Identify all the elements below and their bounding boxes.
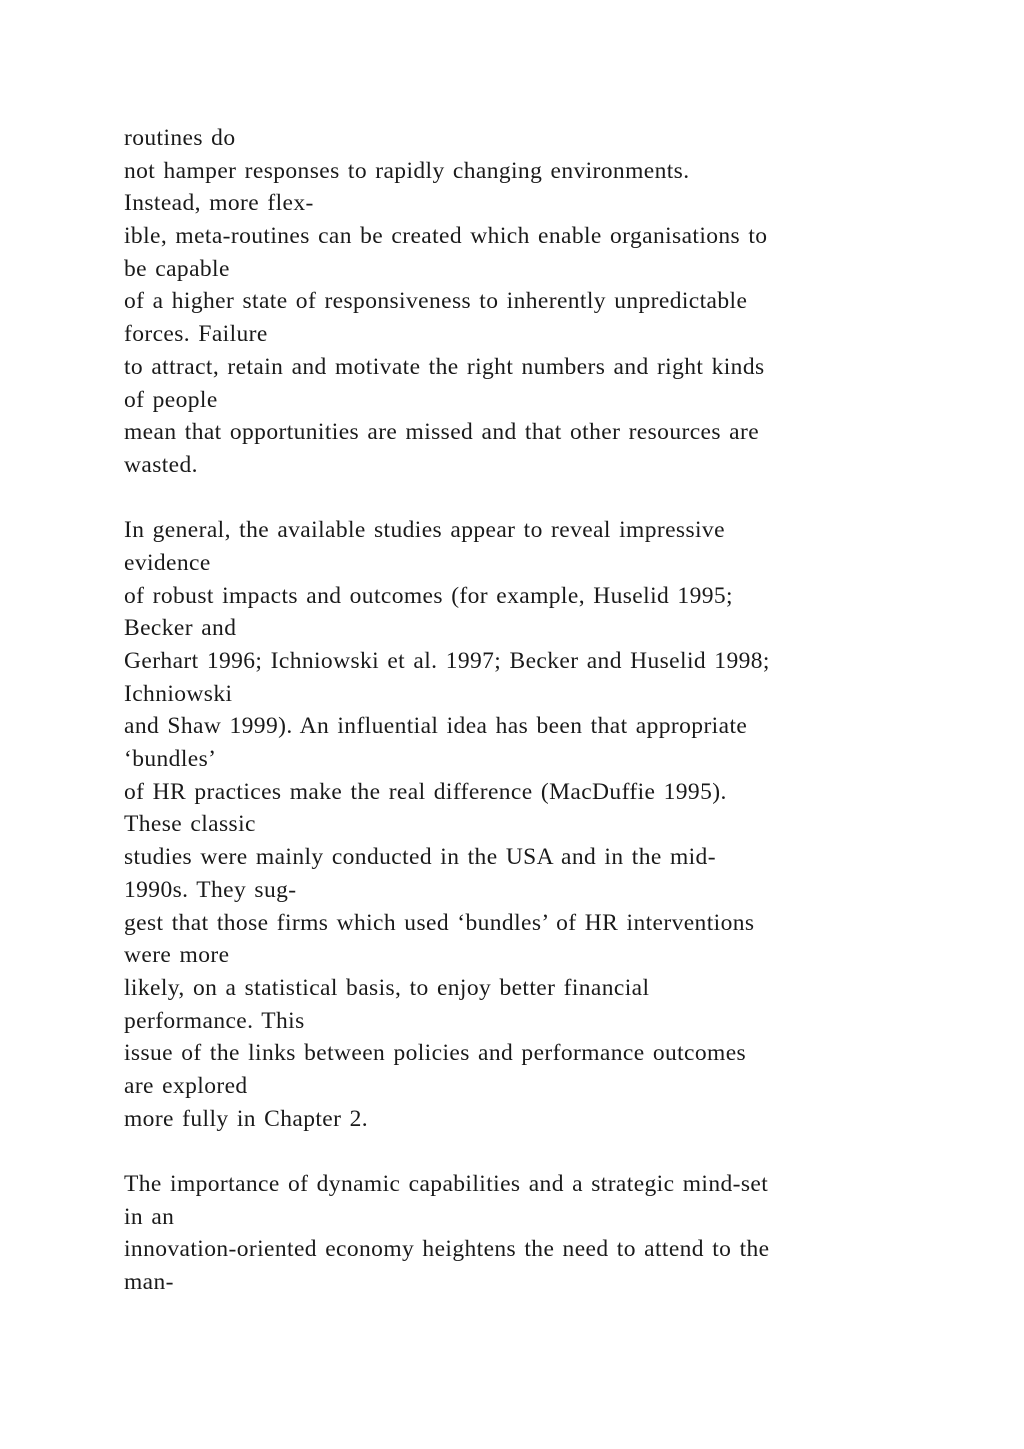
text-line: likely, on a statistical basis, to enjoy better financial [124, 974, 650, 1001]
text-line: issue of the links between policies and performance outcomes [124, 1040, 747, 1067]
text-line: Ichniowski [124, 680, 233, 707]
text-line: of a higher state of responsiveness to inherently unpredictable [124, 288, 748, 315]
text-line: Gerhart 1996; Ichniowski et al. 1997; Becker and Huselid 1998; [124, 648, 770, 674]
text-line: not hamper responses to rapidly changing environments. [124, 157, 690, 184]
text-line: ible, meta-routines can be created which enable organisations to [124, 223, 768, 250]
text-line: to attract, retain and motivate the right numbers and right kinds [124, 353, 765, 380]
text-line: and Shaw 1999). An influential idea has been that appropriate [124, 713, 748, 740]
paragraph-3 [124, 1168, 914, 1299]
text-line: 1990s. They sug- [124, 876, 297, 903]
paragraph-gap [124, 482, 914, 515]
paragraph-2 [124, 514, 914, 1135]
text-line: forces. Failure [124, 321, 268, 348]
text-line: innovation-oriented economy heightens the need to attend to the [124, 1236, 770, 1263]
text-line: are explored [124, 1072, 248, 1099]
text-line: of HR practices make the real difference (MacDuffie 1995). [124, 778, 727, 805]
text-line: mean that opportunities are missed and that other resources are [124, 419, 760, 446]
paragraph-gap [124, 1135, 914, 1168]
text-line: gest that those firms which used ‘bundles’ of HR interventions [124, 909, 755, 936]
text-line: performance. This [124, 1007, 305, 1034]
text-line: evidence [124, 549, 211, 576]
paragraph-1 [124, 122, 914, 482]
text-line: of robust impacts and outcomes (for example, Huselid 1995; [124, 582, 733, 609]
text-line: man- [124, 1269, 174, 1296]
text-line: Instead, more flex- [124, 190, 314, 217]
text-line: studies were mainly conducted in the USA and in the mid- [124, 844, 716, 871]
text-line: The importance of dynamic capabilities and a strategic mind-set [124, 1171, 769, 1197]
text-line: be capable [124, 255, 230, 282]
text-line: These classic [124, 811, 256, 838]
text-line: In general, the available studies appear to reveal impressive [124, 517, 725, 544]
document-page [124, 122, 914, 1299]
text-line: more fully in Chapter 2. [124, 1105, 369, 1132]
text-line: were more [124, 942, 230, 969]
text-line: in an [124, 1203, 175, 1230]
text-line: wasted. [124, 451, 198, 478]
text-line: routines do [124, 125, 236, 151]
text-line: of people [124, 386, 218, 413]
text-line: ‘bundles’ [124, 746, 217, 773]
text-line: Becker and [124, 615, 237, 642]
